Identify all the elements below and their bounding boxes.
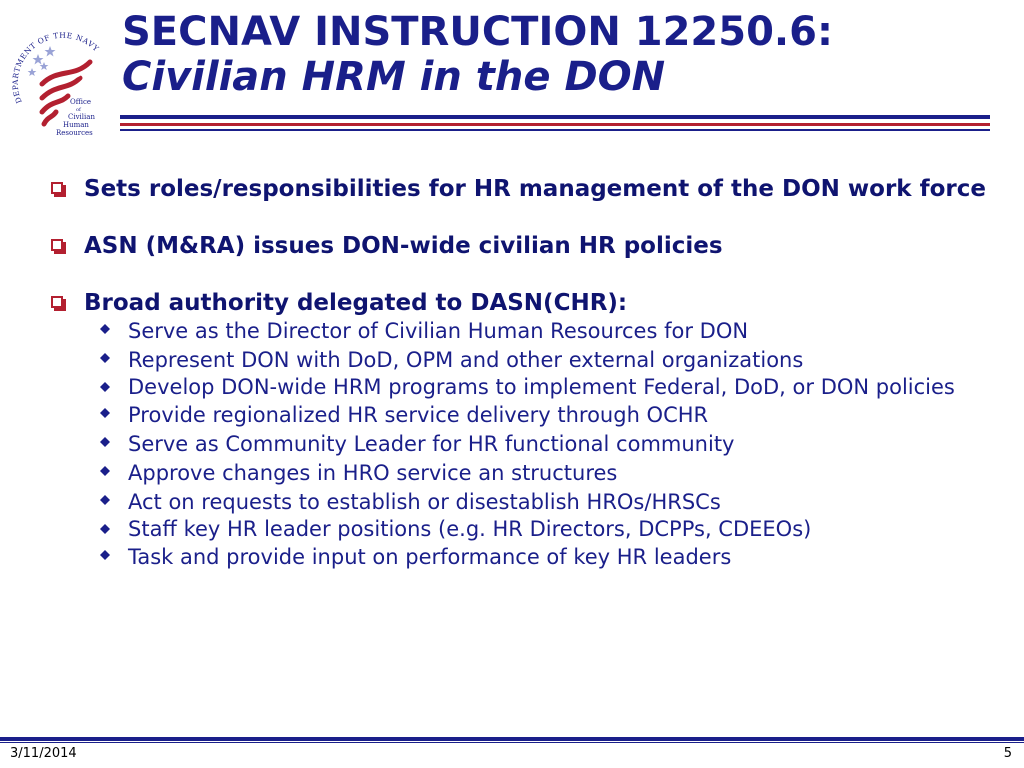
logo-line-human: Human: [63, 121, 89, 129]
bullet-roles: [48, 176, 998, 203]
diamond-bullet-icon: [100, 353, 110, 363]
diamond-bullet-icon: [100, 437, 110, 447]
bullet-text: Sets roles/responsibilities for HR management of the DON work force: [84, 176, 986, 202]
list-item: [128, 377, 998, 398]
title-line-1: SECNAV INSTRUCTION 12250.6:: [122, 9, 833, 55]
square-bullet-icon: [51, 239, 63, 251]
bullet-text: Broad authority delegated to DASN(CHR):: [84, 290, 628, 316]
sub-bullet-text: Staff key HR leader positions (e.g. HR Directors, DCPPs, CDEEOs): [128, 517, 812, 541]
list-item: [128, 519, 998, 540]
sub-bullet-text: Serve as the Director of Civilian Human Resources for DON: [128, 319, 749, 343]
sub-bullet-list: [48, 319, 998, 569]
title-rule-blue-thin: [120, 129, 990, 131]
slide-title: [122, 10, 833, 100]
list-item: [128, 432, 998, 456]
sub-bullet-text: Act on requests to establish or disestablish HROs/HRSCs: [128, 490, 721, 514]
sub-bullet-text: Provide regionalized HR service delivery through OCHR: [128, 403, 709, 427]
footer-rule-thin: [0, 742, 1024, 743]
logo-line-office: Office: [70, 98, 92, 106]
ochr-logo: [8, 24, 112, 136]
title-rule-blue: [120, 115, 990, 119]
sub-bullet-text: Task and provide input on performance of key HR leaders: [128, 545, 732, 569]
bullet-asn: [48, 233, 998, 260]
square-bullet-icon: [51, 296, 63, 308]
diamond-bullet-icon: [100, 324, 110, 334]
svg-text:DEPARTMENT OF THE NAVY: [11, 31, 101, 105]
list-item: [128, 490, 998, 514]
slide-content: [48, 176, 998, 574]
footer-date: 3/11/2014: [10, 746, 77, 761]
diamond-bullet-icon: [100, 524, 110, 534]
sub-bullet-text: Develop DON-wide HRM programs to implement Federal, DoD, or DON policies: [128, 375, 955, 399]
list-item: [128, 403, 998, 427]
logo-line-resources: Resources: [56, 129, 93, 136]
list-item: [128, 348, 998, 372]
page-number: 5: [1003, 746, 1012, 761]
sub-bullet-text: Serve as Community Leader for HR functional community: [128, 432, 735, 456]
sub-bullet-text: Approve changes in HRO service an structures: [128, 461, 618, 485]
logo-line-of: of: [76, 107, 81, 113]
bullet-text: ASN (M&RA) issues DON-wide civilian HR policies: [84, 233, 723, 259]
title-line-2: Civilian HRM in the DON: [122, 54, 666, 100]
footer-rule: [0, 737, 1024, 741]
list-item: [128, 545, 998, 569]
title-rule-red: [120, 123, 990, 126]
diamond-bullet-icon: [100, 550, 110, 560]
list-item: [128, 319, 998, 343]
diamond-bullet-icon: [100, 408, 110, 418]
bullet-authority: [48, 290, 998, 317]
seal-text: DEPARTMENT OF THE NAVY: [10, 30, 101, 105]
diamond-bullet-icon: [100, 466, 110, 476]
diamond-bullet-icon: [100, 495, 110, 505]
navy-seal-icon: [8, 24, 112, 136]
logo-line-civilian: Civilian: [68, 113, 95, 121]
square-bullet-icon: [51, 182, 63, 194]
list-item: [128, 461, 998, 485]
sub-bullet-text: Represent DON with DoD, OPM and other external organizations: [128, 348, 804, 372]
diamond-bullet-icon: [100, 382, 110, 392]
